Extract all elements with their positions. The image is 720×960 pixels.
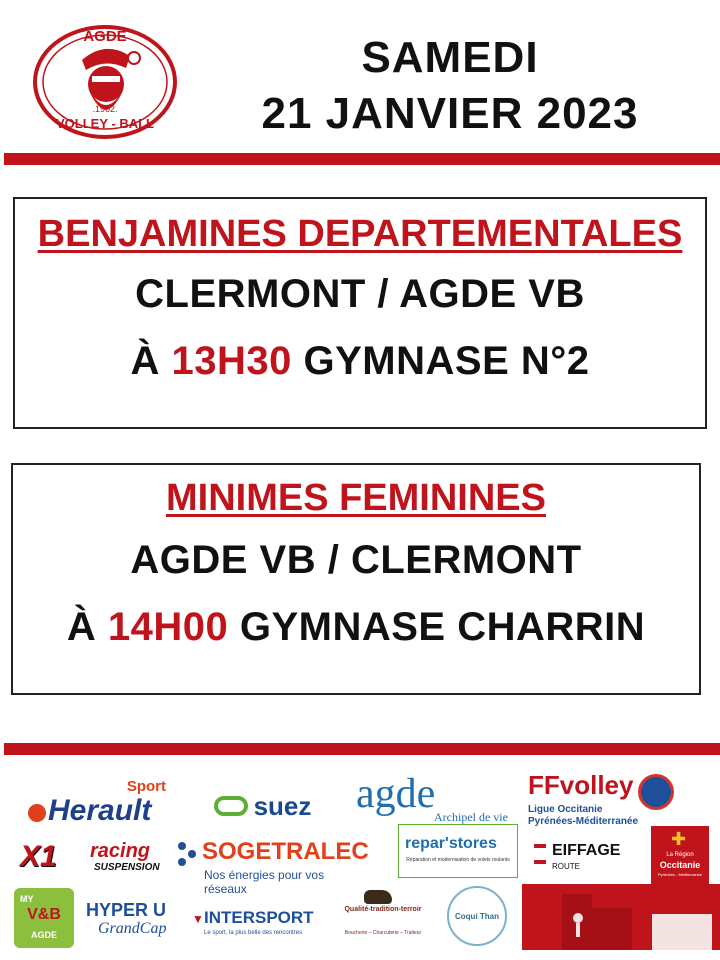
sponsors-area (0, 760, 720, 960)
sponsor-occitanie (651, 826, 709, 884)
match-venue: GYMNASE CHARRIN (239, 605, 646, 649)
sogetralec-tagline: Nos énergies pour vos réseaux (204, 868, 325, 896)
match-prefix: À (130, 339, 160, 383)
match-time: 14H00 (107, 605, 229, 649)
suspension-label: SUSPENSION (94, 862, 160, 873)
match-category: MINIMES FEMININES (165, 477, 547, 519)
match-card-2 (11, 463, 701, 695)
sponsor-eiffage (534, 840, 638, 880)
reparstores-sub: Réparation et modernisation de volets roulants (406, 857, 510, 863)
sponsor-city-silhouette-image (522, 884, 720, 950)
sponsor-myvb (14, 888, 74, 948)
x1-label: X1 (20, 840, 57, 873)
sogetralec-label: SOGETRALEC (202, 838, 369, 865)
eiffage-icon (534, 844, 546, 864)
match-teams: CLERMONT / AGDE VB (135, 272, 585, 316)
event-date (240, 30, 660, 142)
logo-year-text: .1962. (92, 104, 118, 114)
match-schedule (15, 339, 705, 384)
city-silhouette-icon (522, 884, 720, 950)
sponsor-suez (200, 786, 325, 826)
suez-icon (214, 796, 248, 816)
top-red-divider (4, 153, 720, 165)
ball-icon (28, 804, 46, 822)
agde-label: agde (356, 771, 436, 817)
sponsor-sport-herault (22, 778, 172, 830)
ffvolley-sub1: Ligue Occitanie (528, 804, 603, 815)
bottom-red-divider (4, 743, 720, 755)
volleyball-icon (638, 774, 674, 810)
myvb-bottom: AGDE (30, 930, 57, 940)
boucherie-top: Qualité-tradition-terroir (344, 906, 422, 913)
date-day: SAMEDI (361, 33, 539, 82)
match-teams: AGDE VB / CLERMONT (130, 538, 582, 582)
agde-volley-logo (30, 22, 180, 142)
boucherie-sub: Boucherie – Charcuterie – Traiteur (344, 930, 422, 936)
match-category: BENJAMINES DEPARTEMENTALES (37, 213, 683, 255)
agde-tagline: Archipel de vie (434, 810, 508, 824)
logo-bottom-text: VOLLEY - BALL (56, 116, 154, 131)
hyperu-sub: GrandCap (98, 920, 167, 937)
sponsor-x1racing (20, 838, 172, 878)
hyperu-label: HYPER U (86, 900, 167, 920)
intersport-icon: ▼ (192, 912, 204, 926)
intersport-label: INTERSPORT (204, 908, 314, 927)
match-schedule (13, 605, 699, 650)
occitanie-label: Occitanie (659, 860, 701, 870)
occitanie-sub: Pyrénées - Méditerranée (657, 872, 703, 877)
herault-label: Herault (48, 794, 152, 827)
sogetralec-dots-icon (178, 842, 186, 850)
occitanie-cross-icon: ✚ (671, 829, 687, 849)
match-card-1 (13, 197, 707, 429)
sponsor-agde (352, 770, 512, 830)
suez-label: suez (253, 790, 312, 821)
sponsor-sogetralec (178, 834, 369, 896)
sponsor-hyperu (86, 900, 182, 944)
sponsor-reparstores (398, 824, 518, 878)
myvb-label: V&B (27, 906, 61, 923)
sponsor-coqui (447, 886, 507, 946)
logo-top-text: AGDE (83, 28, 127, 45)
sponsor-boucherie (330, 890, 436, 944)
ffvolley-sub2: Pyrénées-Méditerranée (528, 816, 639, 827)
eiffage-sub: ROUTE (552, 862, 580, 871)
coqui-label: Coqui Than (455, 911, 499, 921)
date-full: 21 JANVIER 2023 (261, 89, 639, 138)
racing-label: racing (90, 840, 151, 862)
match-prefix: À (66, 605, 97, 649)
sponsor-intersport (192, 908, 324, 944)
match-time: 13H30 (171, 339, 292, 383)
myvb-top: MY (20, 894, 34, 904)
intersport-tagline: Le sport, la plus belle des rencontres (204, 930, 303, 936)
sport-label: Sport (126, 778, 166, 795)
eiffage-label: EIFFAGE (552, 842, 621, 859)
bull-icon (364, 890, 392, 904)
ffvolley-label: FFvolley (528, 770, 634, 800)
sponsor-ffvolley (528, 770, 678, 832)
match-venue: GYMNASE N°2 (303, 339, 590, 383)
reparstores-label: repar'stores (405, 835, 497, 852)
occitanie-top: La Région (666, 852, 694, 858)
